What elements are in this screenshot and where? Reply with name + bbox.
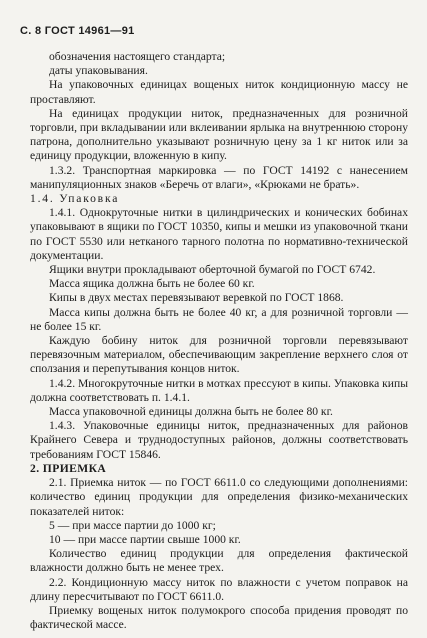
document-body xyxy=(30,50,408,632)
paragraph: 1.4.2. Многокруточные нитки в мотках прессуют в кипы. Упаковка кипы должна соответствовать п. 1.4.1. xyxy=(30,376,408,404)
paragraph: Каждую бобину ниток для розничной торговли перевязывают перевязочным материалом, обеспечивающим закрепление верхнего слоя от сползания и перепутывания концов ниток. xyxy=(30,334,408,376)
paragraph: Приемку вощеных ниток полумокрого способа придения проводят по фактической массе. xyxy=(30,603,408,632)
paragraph: Масса упаковочной единицы должна быть не более 80 кг. xyxy=(49,405,333,419)
paragraph: Кипы в двух местах перевязывают веревкой по ГОСТ 1868. xyxy=(49,291,344,305)
paragraph: Масса ящика должна быть не более 60 кг. xyxy=(49,277,255,291)
paragraph: 2.2. Кондиционную массу ниток по влажности с учетом поправок на длину пересчитывают по ГОСТ 6611.0. xyxy=(30,575,408,603)
paragraph: 2.1. Приемка ниток — по ГОСТ 6611.0 со следующими дополнениями: количество единиц продукции для определения физико-механических показателей ниток: xyxy=(30,476,408,518)
page-header: С. 8 ГОСТ 14961—91 xyxy=(20,25,135,37)
paragraph: Количество единиц продукции для определения фактической влажности должно быть не менее трех. xyxy=(30,547,408,575)
paragraph: Масса кипы должна быть не более 40 кг, а для розничной торговли — не более 15 кг. xyxy=(30,305,408,333)
paragraph: 1.4.1. Однокруточные нитки в цилиндрических и конических бобинах упаковывают в ящики по ГОСТ 10350, кипы и мешки из упаковочной ткани по ГОСТ 5530 или нетканого тарного полотна по нормативно-технической документации. xyxy=(30,206,408,262)
paragraph: На упаковочных единицах вощеных ниток кондиционную массу не проставляют. xyxy=(30,78,408,106)
paragraph: обозначения настоящего стандарта; xyxy=(49,50,226,63)
paragraph: На единицах продукции ниток, предназначенных для розничной торговли, при вкладывании или вклеивании ярлыка на внутреннюю сторону патрона, дополнительно указывают розничную цену за 1 кг ниток или за единицу продукции, вложенную в кипу. xyxy=(30,106,409,163)
paragraph: даты упаковывания. xyxy=(49,64,148,78)
list-item: 5 — при массе партии до 1000 кг; xyxy=(49,518,216,532)
paragraph: Ящики внутри прокладывают оберточной бумагой по ГОСТ 6742. xyxy=(49,263,376,277)
list-item: 10 — при массе партии свыше 1000 кг. xyxy=(49,532,241,546)
paragraph: 1.4.3. Упаковочные единицы ниток, предназначенных для районов Крайнего Севера и труднодоступных районов, должны соответствовать требованиям ГОСТ 15846. xyxy=(30,419,408,461)
paragraph: 1.3.2. Транспортная маркировка — по ГОСТ 14192 с нанесением манипуляционных знаков «Беречь от влаги», «Крюками не брать». xyxy=(30,163,408,191)
section-heading-2: 2. ПРИЕМКА xyxy=(30,461,107,475)
section-heading-1-4: 1.4. Упаковка xyxy=(30,192,120,206)
